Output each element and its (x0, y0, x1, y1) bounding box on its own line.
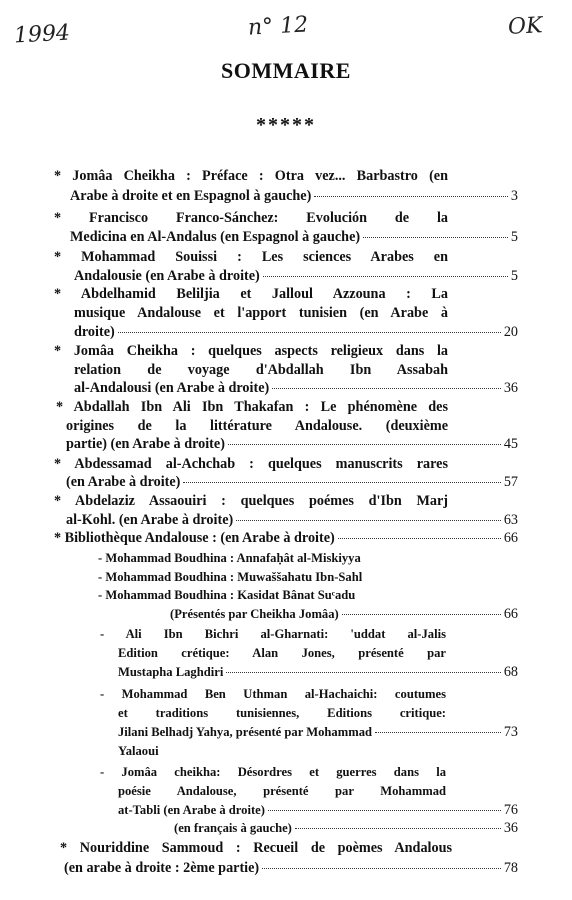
toc-page-number: 76 (503, 802, 518, 818)
toc-subentry-text: Jilani Belhadj Yahya, présenté par Mohammad (118, 725, 372, 739)
leader-dots (363, 237, 508, 238)
leader-dots (375, 732, 501, 733)
leader-dots (226, 672, 500, 673)
toc-subentry-text: Mustapha Laghdiri (118, 665, 224, 679)
toc-subentry-text: - Ali Ibn Bichri al-Gharnati: 'uddat al-Jalis (100, 627, 446, 641)
toc-entry-text: * Abdelhamid Beliljia et Jalloul Azzouna : La (54, 286, 448, 302)
leader-dots (228, 444, 501, 445)
toc-entry-dotline (74, 266, 518, 286)
toc-subentry-text: - Jomâa cheikha: Désordres et guerres dans la (100, 765, 446, 779)
toc-entry-dotline (66, 434, 518, 454)
leader-dots (118, 332, 501, 333)
toc-page-number: 57 (503, 474, 518, 490)
leader-dots (268, 810, 501, 811)
toc-entry-text: * Jomâa Cheikha : quelques aspects religieux dans la (54, 343, 448, 359)
toc-entry-dotline (70, 227, 518, 247)
toc-entry-dotline (118, 722, 518, 742)
handwritten-ok-mark: OK (507, 13, 544, 40)
toc-entry-text: al-Kohl. (en Arabe à droite) (66, 512, 234, 528)
leader-dots (342, 614, 501, 615)
toc-page-number: 36 (503, 820, 518, 836)
toc-page-number: 36 (503, 380, 518, 396)
leader-dots (338, 538, 501, 539)
toc-page-number: 63 (503, 512, 518, 528)
toc-subentry-text: (Présentés par Cheikha Jomâa) (170, 607, 339, 621)
toc-entry-dotline (54, 528, 518, 548)
toc-page-number: 5 (510, 268, 518, 284)
toc-subentry-text: Edition crétique: Alan Jones, présenté par (118, 646, 446, 660)
toc-entry-text: Medicina en Al-Andalus (en Espagnol à gauche) (70, 229, 361, 245)
leader-dots (263, 276, 508, 277)
toc-entry-text: * Mohammad Souissi : Les sciences Arabes en (54, 249, 448, 265)
toc-entry-text: * Abdessamad al-Achchab : quelques manuscrits rares (54, 456, 448, 472)
toc-subentry-text: - Mohammad Ben Uthman al-Hachaichi: coutumes (100, 687, 446, 701)
toc-entry-text: droite) (74, 324, 115, 340)
toc-entry-dotline (174, 818, 518, 838)
leader-dots (272, 388, 501, 389)
leader-dots (236, 520, 501, 521)
toc-entry-text: relation de voyage d'Abdallah Ibn Assabah (74, 362, 448, 378)
toc-entry-dotline (66, 510, 518, 530)
toc-page-number: 20 (503, 324, 518, 340)
title-separator-stars: ***** (256, 114, 316, 136)
toc-entry-dotline (74, 378, 518, 398)
toc-page-number: 66 (503, 530, 518, 546)
toc-entry-text: partie) (en Arabe à droite) (66, 436, 225, 452)
toc-page-number: 45 (503, 436, 518, 452)
toc-entry-text: * Abdelaziz Assaouiri : quelques poémes d'Ibn Marj (54, 493, 448, 509)
toc-entry-text: musique Andalouse et l'apport tunisien (en Arabe à (74, 305, 448, 321)
handwritten-year: 1994 (13, 20, 71, 49)
toc-entry-dotline (118, 662, 518, 682)
toc-entry-text: Arabe à droite et en Espagnol à gauche) (70, 188, 312, 204)
handwritten-issue-number: n° 12 (247, 12, 309, 41)
toc-subentry-text: - Mohammad Boudhina : Annafaḥât al-Miskiyya (98, 551, 361, 565)
toc-entry-text: * Bibliothèque Andalouse : (en Arabe à droite) (54, 530, 335, 546)
toc-entry-dotline (70, 186, 518, 206)
leader-dots (295, 828, 501, 829)
toc-subentry-text: (en français à gauche) (174, 821, 292, 835)
toc-subentry-text: at-Tabli (en Arabe à droite) (118, 803, 265, 817)
leader-dots (314, 196, 508, 197)
toc-page-number: 73 (503, 724, 518, 740)
toc-page-number: 66 (503, 606, 518, 622)
toc-entry-text: * Jomâa Cheikha : Préface : Otra vez... Barbastro (en (54, 168, 448, 184)
page-title: SOMMAIRE (221, 58, 351, 83)
toc-subentry-text: Yalaoui (118, 744, 159, 758)
toc-entry-text: * Abdallah Ibn Ali Ibn Thakafan : Le phénomène des (56, 399, 448, 415)
toc-subentry-text: poésie Andalouse, présenté par Mohammad (118, 784, 446, 798)
toc-entry-dotline (74, 322, 518, 342)
toc-subentry-text: - Mohammad Boudhina : Muwaššahatu Ibn-Sahl (98, 570, 363, 584)
toc-entry-text: * Nouriddine Sammoud : Recueil de poèmes Andalous (60, 840, 452, 856)
toc-entry-text: * Francisco Franco-Sánchez: Evolución de la (54, 210, 448, 226)
toc-page-number: 3 (510, 188, 518, 204)
toc-entry-text: al-Andalousi (en Arabe à droite) (74, 380, 270, 396)
toc-page-number: 68 (503, 664, 518, 680)
toc-entry-text: Andalousie (en Arabe à droite) (74, 268, 260, 284)
toc-entry-text: (en Arabe à droite) (66, 474, 181, 490)
leader-dots (262, 868, 501, 869)
toc-subentry-text: et traditions tunisiennes, Editions critique: (118, 706, 446, 720)
toc-entry-text: origines de la littérature Andalouse. (deuxième (66, 418, 448, 434)
toc-subentry-text: - Mohammad Boudhina : Kasidat Bânat Suᶜadu (98, 588, 356, 602)
toc-entry-dotline (66, 472, 518, 492)
leader-dots (183, 482, 500, 483)
toc-page-number: 5 (510, 229, 518, 245)
toc-entry-dotline (64, 858, 518, 878)
toc-entry-dotline (170, 604, 518, 624)
toc-page-number: 78 (503, 860, 518, 876)
toc-entry-text: (en arabe à droite : 2ème partie) (64, 860, 260, 876)
toc-entry-dotline (118, 800, 518, 820)
